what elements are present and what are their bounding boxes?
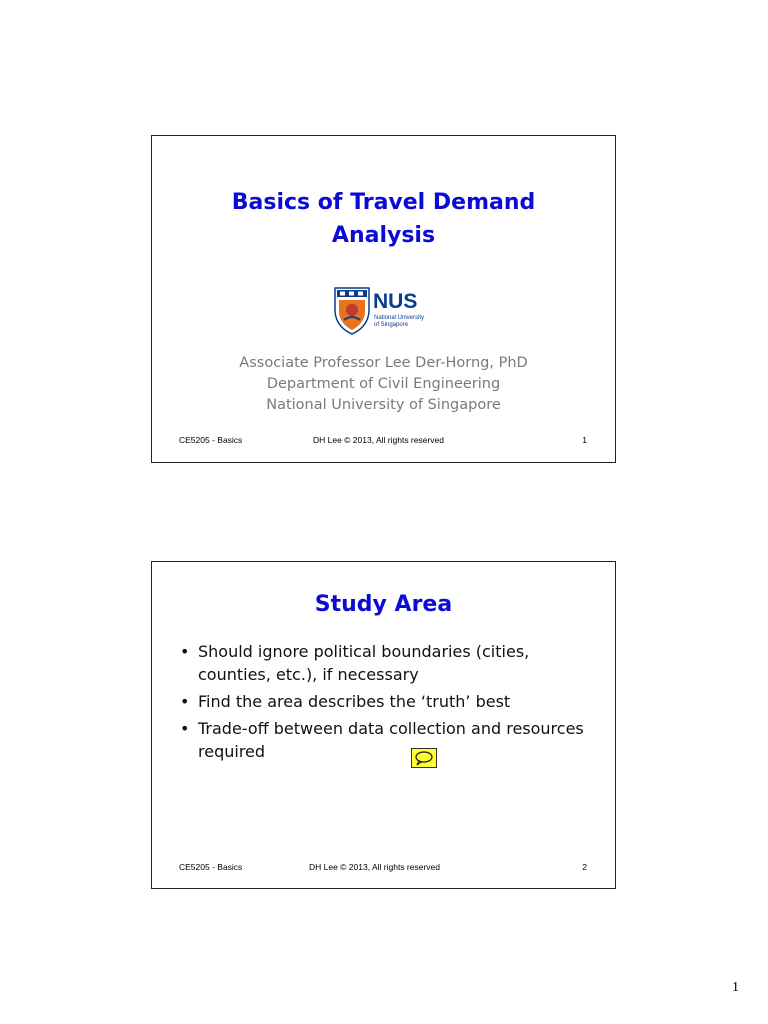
bullet-item — [180, 717, 603, 763]
footer-copyright: DH Lee © 2013, All rights reserved — [313, 435, 444, 445]
title-line-2: Analysis — [331, 223, 436, 248]
footer-course: CE5205 - Basics — [179, 435, 243, 445]
author-name: Associate Professor Lee Der-Horng, PhD — [239, 355, 528, 371]
footer-course: CE5205 - Basics — [179, 862, 243, 872]
svg-text:National University: National University — [374, 315, 425, 321]
bullet-item — [180, 690, 603, 713]
svg-text:NUS: NUS — [373, 290, 418, 313]
bullet-dot: • — [180, 692, 190, 711]
bullet-list — [180, 640, 603, 767]
bullet-dot: • — [180, 719, 190, 738]
footer-copyright: DH Lee © 2013, All rights reserved — [309, 862, 440, 872]
page-number: 1 — [732, 980, 739, 995]
title-line-1: Basics of Travel Demand — [231, 190, 536, 215]
bullet-text: Trade-off between data collection and resources required — [198, 719, 584, 761]
slide-2 — [151, 561, 616, 889]
footer-slide-number: 1 — [582, 435, 587, 445]
bullet-text: Should ignore political boundaries (cities, counties, etc.), if necessary — [198, 642, 530, 684]
slide-title — [152, 186, 615, 252]
bullet-text: Find the area describes the ‘truth’ best — [198, 692, 511, 711]
slide-1 — [151, 135, 616, 463]
author-department: Department of Civil Engineering — [266, 376, 501, 392]
bullet-item — [180, 640, 603, 686]
footer-slide-number: 2 — [582, 862, 587, 872]
nus-logo — [333, 286, 437, 336]
comment-icon[interactable] — [411, 748, 437, 768]
svg-text:of Singapore: of Singapore — [374, 322, 409, 328]
author-block — [152, 353, 615, 416]
slide-title: Study Area — [314, 592, 453, 617]
author-university: National University of Singapore — [266, 397, 501, 413]
bullet-dot: • — [180, 642, 190, 661]
nus-crest-icon — [333, 286, 437, 336]
